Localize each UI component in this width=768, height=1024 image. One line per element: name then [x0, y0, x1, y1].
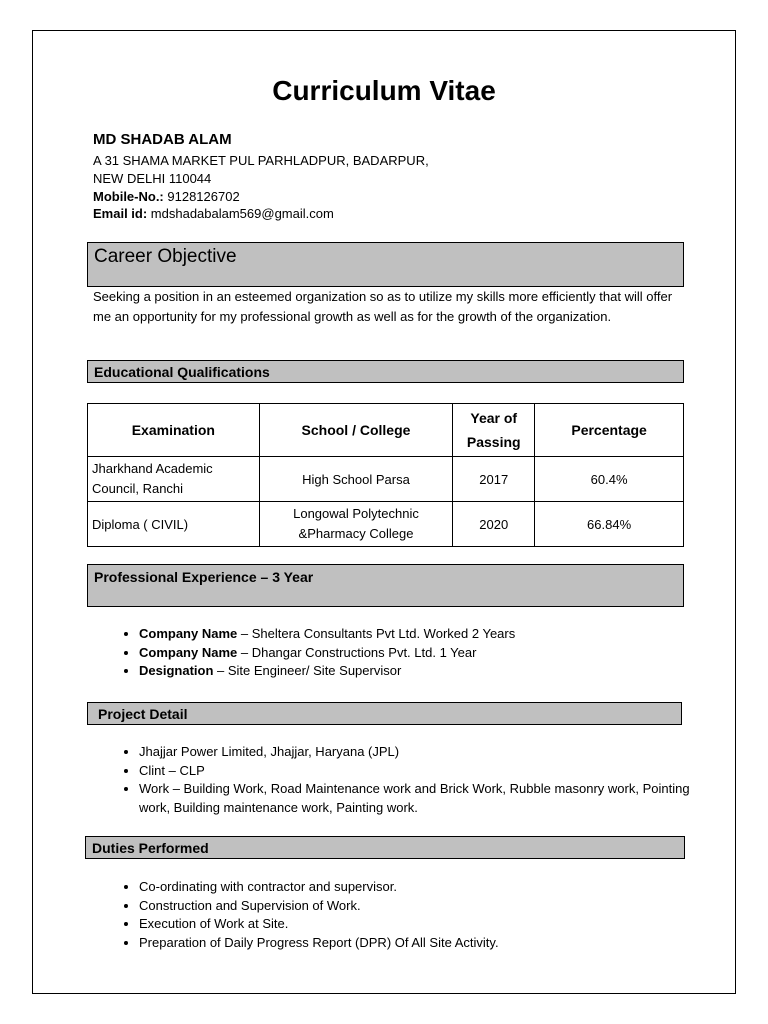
- list-item: • Preparation of Daily Progress Report (DPR) Of All Site Activity.: [139, 934, 499, 953]
- career-objective-header: [87, 242, 684, 287]
- list-item: • Clint – CLP: [139, 762, 719, 781]
- education-table: [87, 403, 684, 547]
- project-list: [121, 743, 719, 817]
- email-value: mdshadabalam569@gmail.com: [147, 206, 334, 221]
- column-header: Percentage: [535, 404, 684, 457]
- column-header: School / College: [259, 404, 453, 457]
- list-item: • Jhajjar Power Limited, Jhajjar, Haryana (JPL): [139, 743, 719, 762]
- table-row: [88, 457, 684, 502]
- address-line-2: NEW DELHI 110044: [93, 171, 212, 186]
- email-line: [93, 205, 334, 223]
- list-item: [139, 662, 515, 681]
- career-objective-heading: Career Objective: [94, 246, 237, 267]
- list-item: [139, 644, 515, 663]
- table-cell: Longowal Polytechnic &Pharmacy College: [259, 502, 453, 547]
- table-row: [88, 502, 684, 547]
- item-label: Company Name: [139, 644, 238, 660]
- project-header: [87, 702, 682, 725]
- mobile-line: [93, 188, 240, 206]
- item-text: – Dhangar Constructions Pvt. Ltd. 1 Year: [237, 644, 477, 660]
- table-cell: 2017: [453, 457, 535, 502]
- mobile-label: Mobile-No.:: [93, 189, 164, 204]
- column-header: Examination: [88, 404, 260, 457]
- duties-header: [85, 836, 685, 859]
- education-heading: Educational Qualifications: [94, 364, 270, 380]
- item-label: Company Name: [139, 626, 238, 641]
- project-heading: Project Detail: [98, 706, 188, 722]
- table-cell: Diploma ( CIVIL): [88, 502, 260, 547]
- table-cell: High School Parsa: [259, 457, 453, 502]
- table-cell: 2020: [453, 502, 535, 547]
- table-cell: 66.84%: [535, 502, 684, 547]
- table-header-row: [88, 404, 684, 457]
- address-line-1: A 31 SHAMA MARKET PUL PARHLADPUR, BADARPUR,: [93, 153, 429, 168]
- list-item: • Work – Building Work, Road Maintenance work and Brick Work, Rubble masonry work, Pointing work, Building maintenance work, Painting work.: [139, 780, 719, 817]
- table-cell: Jharkhand Academic Council, Ranchi: [88, 457, 260, 502]
- mobile-value: 9128126702: [163, 189, 240, 204]
- table-cell: 60.4%: [535, 457, 684, 502]
- career-objective-text: Seeking a position in an esteemed organization so as to utilize my skills more efficiently that will offer me an opportunity for my professional growth as well as for the growth of the organization.: [93, 289, 673, 324]
- list-item: • Execution of Work at Site.: [139, 915, 499, 934]
- experience-list: [121, 625, 515, 681]
- list-item: • Construction and Supervision of Work.: [139, 897, 499, 916]
- item-text: – Site Engineer/ Site Supervisor: [213, 663, 402, 678]
- education-header: [87, 360, 684, 383]
- email-label: Email id:: [93, 206, 148, 221]
- duties-heading: Duties Performed: [92, 840, 209, 856]
- duties-list: [121, 878, 499, 952]
- candidate-name: MD SHADAB ALAM: [93, 131, 232, 148]
- column-header: Year of Passing: [453, 404, 535, 457]
- experience-heading: Professional Experience – 3 Year: [94, 569, 314, 585]
- list-item: • Co-ordinating with contractor and supervisor.: [139, 878, 499, 897]
- cv-page: [32, 30, 736, 994]
- document-title: Curriculum Vitae: [272, 75, 496, 106]
- list-item: [139, 625, 515, 644]
- item-label: Designation: [139, 663, 214, 678]
- experience-header: [87, 564, 684, 607]
- item-text: – Sheltera Consultants Pvt Ltd. Worked 2 Years: [237, 626, 516, 641]
